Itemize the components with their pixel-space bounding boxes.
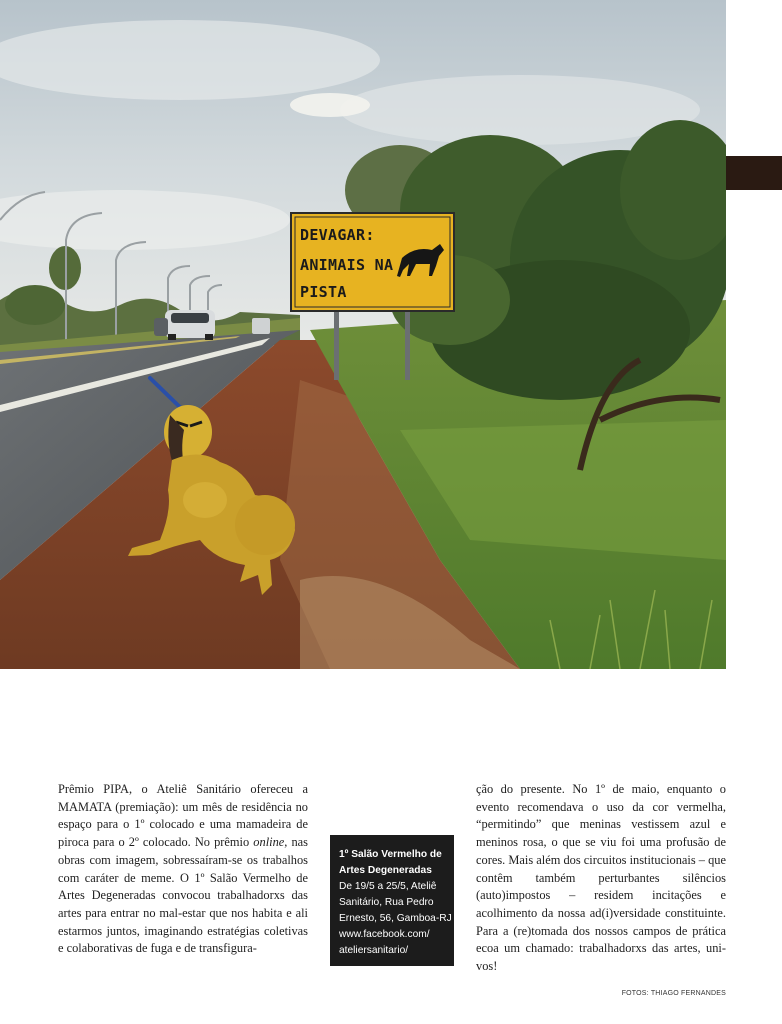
- paragraph-text-start: Prêmio PIPA, o Ateliê Sanitário ofereceu a MAMATA (premiação): um mês de residência no espaço para o 1º colocado e uma mamadeira de piroca para o 2º colocado. No prêmio: [58, 782, 308, 850]
- event-info-box: [330, 835, 454, 966]
- sign-line-3: PISTA: [300, 283, 347, 301]
- info-line-address-1: Sanitário, Rua Pedro: [339, 897, 434, 908]
- article-paragraph: [58, 781, 308, 958]
- sign-line-2: ANIMAIS NA: [300, 256, 394, 274]
- road-sign: [291, 213, 454, 311]
- article-column-left: [58, 781, 308, 958]
- paragraph-text-end: , nas obras com imagem, sobressaíram-se os trabalhos com caráter de meme. O 1º Salão Vermelho de Artes Degeneradas convocou trabalhadorxs das artes para entrar no mal-estar que nos habita e ali estarmos juntos, imaginando estratégias coletivas e colaborativas de fuga e de transfigura-: [58, 835, 308, 956]
- info-box-title: 1º Salão Vermelho de Artes Degeneradas: [339, 849, 442, 876]
- sign-line-1: DEVAGAR:: [300, 226, 375, 244]
- article-column-right: [476, 781, 726, 976]
- info-line-url-1: www.facebook.com/: [339, 929, 430, 940]
- article-paragraph-continued: ção do presente. No 1º de maio, enquanto o evento recomendava o uso da cor vermelha, “permitindo” que meninas vestissem azul e meninos rosa, o que se viu foi uma profusão de cores. Mais além dos circuitos institucionais – que contêm também perturbantes silêncios (auto)impostos – residem incitações e acolhimento da nossa ad(i)versidade constituinte. Para a (re)tomada dos nossos campos de prática ecoa um chamado: trabalhadorxs das artes, uni-vos!: [476, 782, 726, 974]
- photo-credit: FOTOS: THIAGO FERNANDES: [621, 990, 726, 997]
- section-tab: [726, 156, 782, 190]
- info-line-url-2: ateliersanitario/: [339, 945, 409, 956]
- info-line-address-2: Ernesto, 56, Gamboa-RJ: [339, 913, 452, 924]
- info-line-dates: De 19/5 a 25/5, Ateliê: [339, 881, 437, 892]
- emphasis-online: online: [253, 835, 285, 850]
